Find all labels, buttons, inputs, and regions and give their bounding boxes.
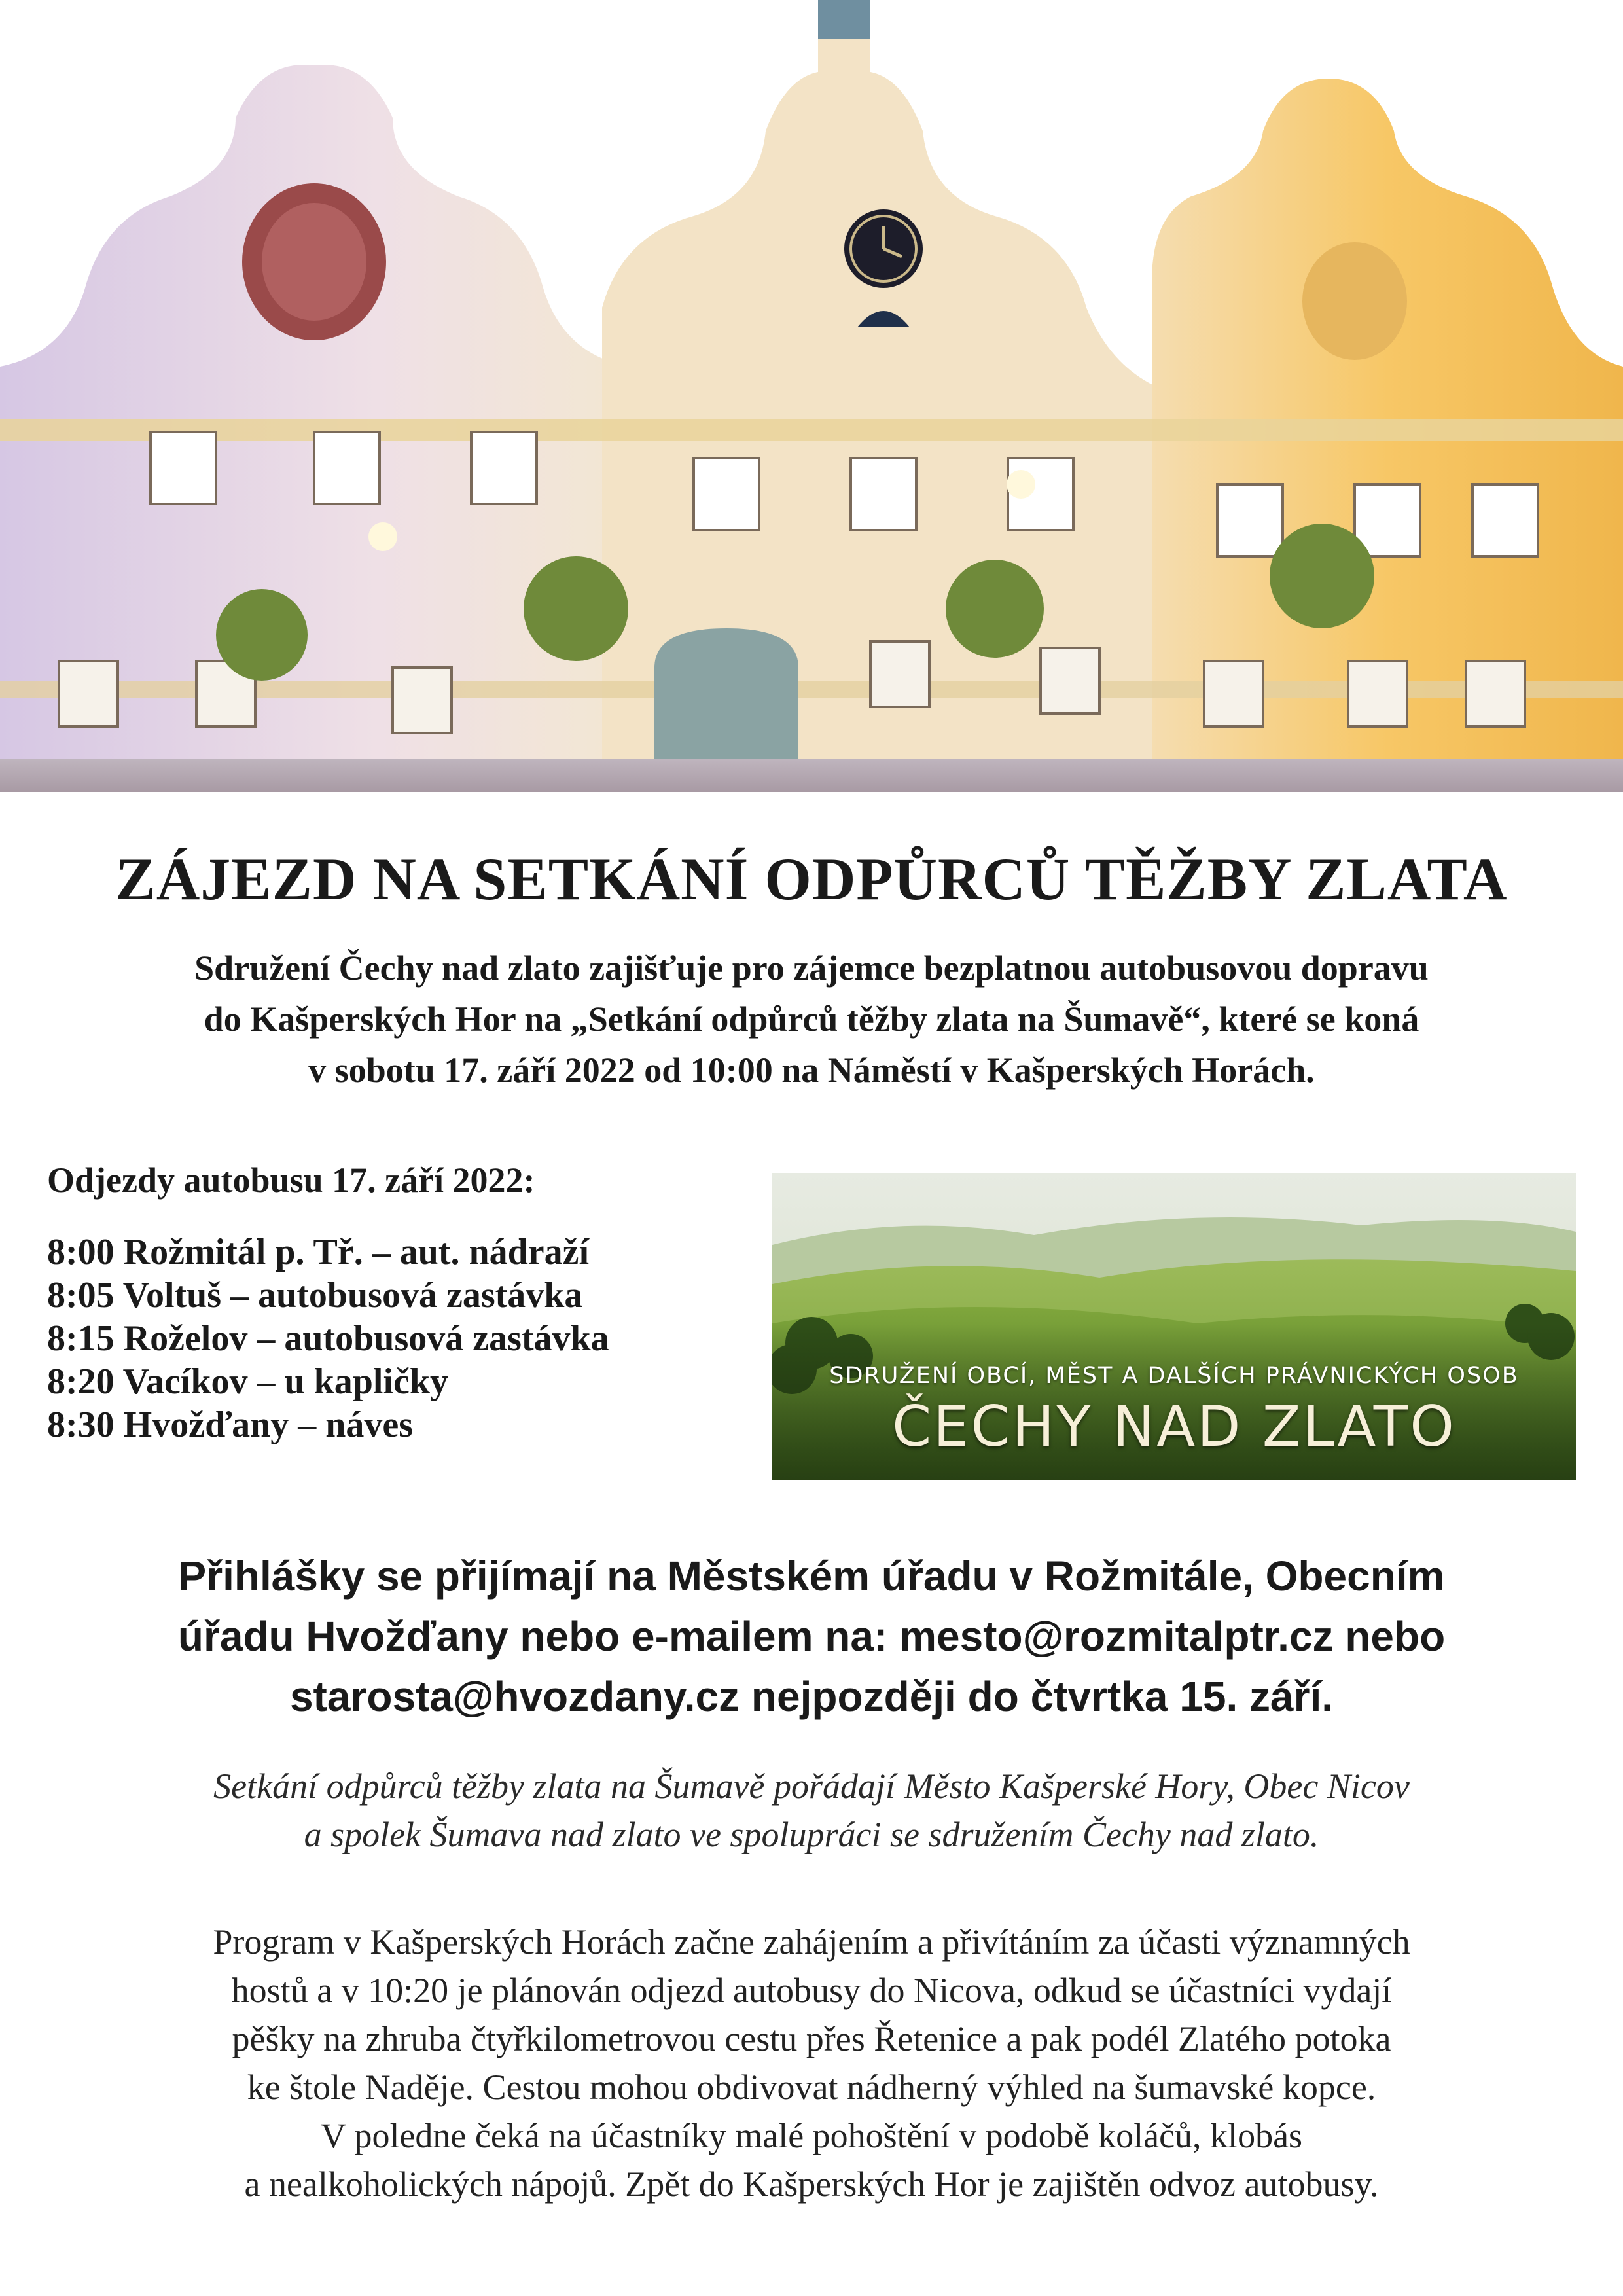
program-line: pěšky na zhruba čtyřkilometrovou cestu přes Řetenice a pak podél Zlatého potoka [232,2019,1391,2058]
registration-line: starosta@hvozdany.cz nejpozději do čtvrtka 15. září. [289,1673,1334,1720]
departure-item: 8:05 Voltuš – autobusová zastávka [47,1275,583,1316]
organizers-paragraph [39,1762,1584,1859]
departure-item: 8:20 Vacíkov – u kapličky [47,1361,449,1402]
registration-paragraph [39,1546,1584,1727]
program-line: V poledne čeká na účastníky malé pohoštění v podobě koláčů, klobás [320,2116,1303,2155]
intro-line: do Kašperských Hor na „Setkání odpůrců těžby zlata na Šumavě“, které se koná [204,999,1419,1039]
program-line: ke štole Naděje. Cestou mohou obdivovat nádherný výhled na šumavské kopce. [247,2068,1376,2107]
departure-item: 8:30 Hvožďany – náves [47,1405,414,1445]
intro-line: v sobotu 17. září 2022 od 10:00 na Náměstí v Kašperských Horách. [308,1050,1315,1090]
program-line: hostů a v 10:20 je plánován odjezd autobusy do Nicova, odkud se účastníci vydají [231,1971,1392,2010]
banner-name: ČECHY NAD ZLATO [892,1394,1456,1460]
program-line: a nealkoholických nápojů. Zpět do Kašperských Hor je zajištěn odvoz autobusy. [244,2164,1379,2204]
registration-line: Přihlášky se přijímají na Městském úřadu v Rožmitále, Obecním [178,1552,1445,1600]
organizers-line: Setkání odpůrců těžby zlata na Šumavě pořádají Město Kašperské Hory, Obec Nicov [213,1767,1410,1806]
departure-item: 8:15 Roželov – autobusová zastávka [47,1318,609,1359]
intro-line: Sdružení Čechy nad zlato zajišťuje pro zájemce bezplatnou autobusovou dopravu [194,948,1429,988]
banner-subtitle: SDRUŽENÍ OBCÍ, MĚST A DALŠÍCH PRÁVNICKÝCH OSOB [829,1363,1519,1389]
page-title: ZÁJEZD NA SETKÁNÍ ODPŮRCŮ TĚŽBY ZLATA [115,846,1508,912]
cechy-nad-zlato-banner [772,1173,1576,1480]
intro-paragraph [39,942,1584,1096]
hero-photo [0,0,1623,792]
registration-line: úřadu Hvožďany nebo e-mailem na: mesto@rozmitalptr.cz nebo [177,1613,1446,1660]
departures-list [47,1230,609,1446]
departure-item: 8:00 Rožmitál p. Tř. – aut. nádraží [47,1232,590,1272]
departures-heading: Odjezdy autobusu 17. září 2022: [47,1160,535,1200]
organizers-line: a spolek Šumava nad zlato ve spolupráci se sdružením Čechy nad zlato. [304,1815,1319,1854]
program-paragraph [39,1918,1584,2208]
program-line: Program v Kašperských Horách začne zahájením a přivítáním za účasti významných [213,1922,1410,1962]
